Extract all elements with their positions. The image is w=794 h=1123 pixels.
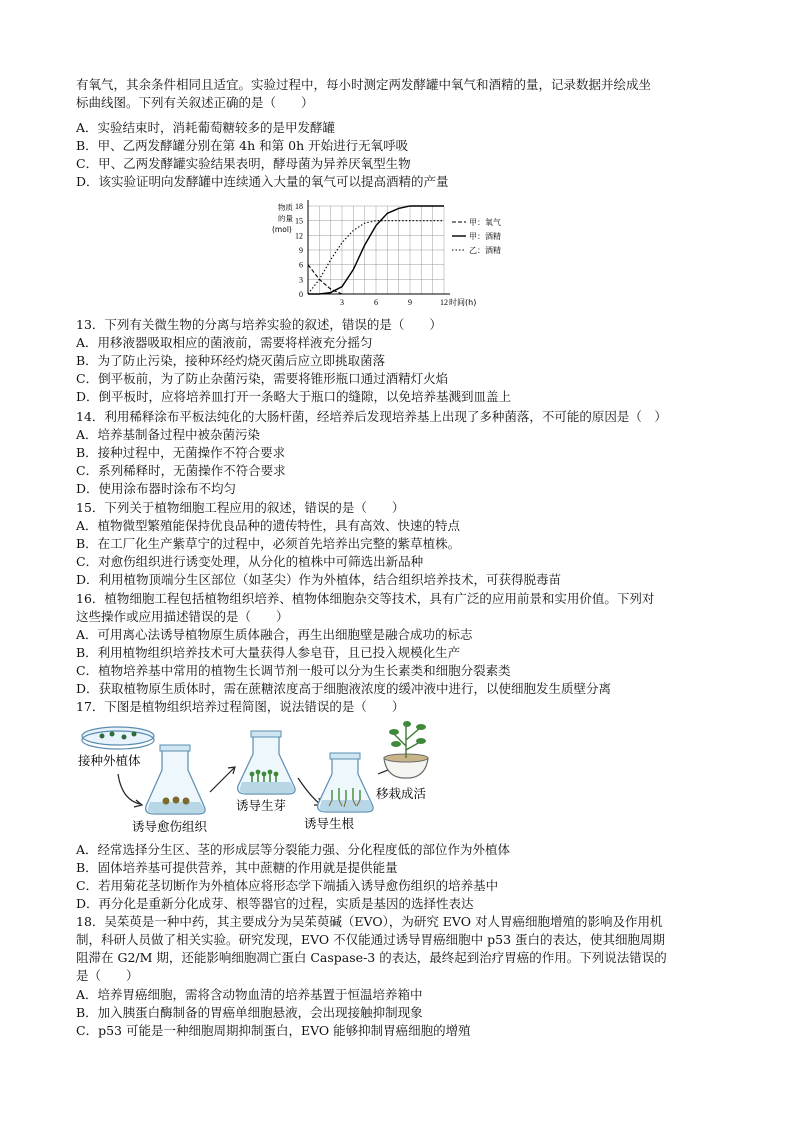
y-tick-label: 0	[299, 290, 303, 299]
q17-option-b: B．固体培养基可提供营养，其中蔗糖的作用就是提供能量	[76, 860, 398, 875]
y-tick-label: 6	[299, 260, 303, 270]
q17-stem: 17．下图是植物组织培养过程简图，说法错误的是（ ）	[76, 699, 405, 714]
y-tick-label: 9	[299, 246, 303, 255]
q14-option-d: D．使用涂布器时涂布不均匀	[76, 481, 237, 496]
q14-stem: 14．利用稀释涂布平板法纯化的大肠杆菌，经培养后发现培养基上出现了多种菌落，不可能的原因是（ ）	[76, 409, 667, 424]
flask-callus-icon	[146, 745, 205, 814]
x-tick-label: 12	[440, 298, 448, 307]
step1-label: 接种外植体	[78, 753, 141, 768]
step2-label: 诱导愈伤组织	[132, 819, 208, 834]
q16-option-d: D．获取植物原生质体时，需在蔗糖浓度高于细胞液浓度的缓冲液中进行，以使细胞发生质壁分离	[76, 681, 612, 696]
flask-root-icon	[318, 753, 373, 812]
fermentation-chart	[268, 196, 518, 308]
q14-option-a: A．培养基制备过程中被杂菌污染	[76, 427, 261, 442]
q12-option-b: B．甲、乙两发酵罐分别在第 4h 和第 0h 开始进行无氧呼吸	[76, 138, 409, 153]
q12-option-a: A．实验结束时，消耗葡萄糖较多的是甲发酵罐	[76, 120, 336, 135]
y-tick-label: 18	[295, 202, 303, 211]
q16-option-b: B．利用植物组织培养技术可大量获得人参皂苷，且已投入规模化生产	[76, 645, 461, 660]
q15-option-a: A．植物微型繁殖能保持优良品种的遗传特性，具有高效、快速的特点	[76, 518, 461, 533]
q18-stem-line-2: 制，科研人员做了相关实验。研究发现，EVO 不仅能通过诱导胃癌细胞中 p53 蛋白的表达，使其细胞周期	[76, 932, 666, 947]
legend-label: 乙：酒精	[469, 246, 501, 255]
step4-label: 诱导生根	[304, 816, 355, 831]
petri-dish-icon	[82, 727, 154, 749]
q17-option-a: A．经常选择分生区、茎的形成层等分裂能力强、分化程度低的部位作为外植体	[76, 842, 511, 857]
flask-shoot-icon	[238, 731, 295, 794]
q16-stem-line-1: 16．植物细胞工程包括植物组织培养、植物体细胞杂交等技术，具有广泛的应用前景和实用价值。下列对	[76, 591, 655, 606]
q16-stem-line-2: 这些操作或应用描述错误的是（ ）	[76, 609, 289, 624]
q18-stem-line-3: 阻滞在 G2/M 期，还能影响细胞凋亡蛋白 Caspase-3 的表达，最终起到治疗胃癌的作用。下列说法错误的	[76, 950, 667, 965]
q14-option-c: C．系列稀释时，无菌操作不符合要求	[76, 463, 286, 478]
q15-option-c: C．对愈伤组织进行诱变处理，从分化的植株中可筛选出新品种	[76, 554, 424, 569]
q13-option-c: C．倒平板前，为了防止杂菌污染，需要将锥形瓶口通过酒精灯火焰	[76, 371, 449, 386]
q17-option-d: D．再分化是重新分化成芽、根等器官的过程，实质是基因的选择性表达	[76, 896, 474, 911]
q14-option-b: B．接种过程中，无菌操作不符合要求	[76, 445, 286, 460]
x-axis-label: 时间(h)	[449, 298, 477, 307]
potted-plant-icon	[384, 721, 428, 778]
q18-stem-line-4: 是（ ）	[76, 968, 139, 983]
q12-intro-line-1: 有氧气，其余条件相同且适宜。实验过程中，每小时测定两发酵罐中氧气和酒精的量，记录数据并绘成坐	[76, 77, 652, 92]
q13-option-b: B．为了防止污染，接种环经灼烧灭菌后应立即挑取菌落	[76, 353, 386, 368]
q17-option-c: C．若用菊花茎切断作为外植体应将形态学下端插入诱导愈伤组织的培养基中	[76, 878, 499, 893]
q16-option-c: C．植物培养基中常用的植物生长调节剂一般可以分为生长素类和细胞分裂素类	[76, 663, 511, 678]
q18-option-b: B．加入胰蛋白酶制备的胃癌单细胞悬液，会出现接触抑制现象	[76, 1005, 423, 1020]
q13-option-d: D．倒平板时，应将培养皿打开一条略大于瓶口的缝隙，以免培养基溅到皿盖上	[76, 389, 512, 404]
y-tick-label: 15	[295, 216, 303, 226]
q15-option-d: D．利用植物顶端分生区部位（如茎尖）作为外植体，结合组织培养技术，可获得脱毒苗	[76, 572, 562, 587]
q13-stem: 13．下列有关微生物的分离与培养实验的叙述，错误的是（ ）	[76, 317, 442, 332]
q18-option-c: C．p53 可能是一种细胞周期抑制蛋白，EVO 能够抑制胃癌细胞的增殖	[76, 1023, 471, 1038]
step3-label: 诱导生芽	[236, 798, 287, 813]
legend-label: 甲：酒精	[469, 232, 501, 241]
q16-option-a: A．可用离心法诱导植物原生质体融合，再生出细胞壁是融合成功的标志	[76, 627, 473, 642]
step5-label: 移栽成活	[376, 786, 427, 801]
tissue-culture-diagram	[74, 718, 446, 836]
x-tick-label: 3	[340, 298, 344, 307]
q18-option-a: A．培养胃癌细胞，需将含动物血清的培养基置于恒温培养箱中	[76, 987, 423, 1002]
q13-option-a: A．用移液器吸取相应的菌液前，需要将样液充分摇匀	[76, 335, 373, 350]
y-tick-label: 3	[299, 275, 303, 285]
q15-option-b: B．在工厂化生产紫草宁的过程中，必须首先培养出完整的紫草植株。	[76, 536, 461, 551]
x-tick-label: 9	[408, 298, 412, 307]
q18-stem-line-1: 18．吴茱萸是一种中药，其主要成分为吴茱萸碱（EVO），为研究 EVO 对人胃癌细胞增殖的影响及作用机	[76, 914, 663, 929]
q12-intro-line-2: 标曲线图。下列有关叙述正确的是（ ）	[76, 95, 314, 110]
q15-stem: 15．下列关于植物细胞工程应用的叙述，错误的是（ ）	[76, 500, 405, 515]
legend-label: 甲：氧气	[469, 218, 501, 227]
y-tick-label: 12	[295, 231, 303, 241]
q12-option-c: C．甲、乙两发酵罐实验结果表明，酵母菌为异养厌氧型生物	[76, 156, 411, 171]
x-tick-label: 6	[374, 298, 378, 307]
q12-option-d: D．该实验证明向发酵罐中连续通入大量的氧气可以提高酒精的产量	[76, 174, 449, 189]
y-axis-label: 物质的量(mol)	[272, 203, 293, 234]
